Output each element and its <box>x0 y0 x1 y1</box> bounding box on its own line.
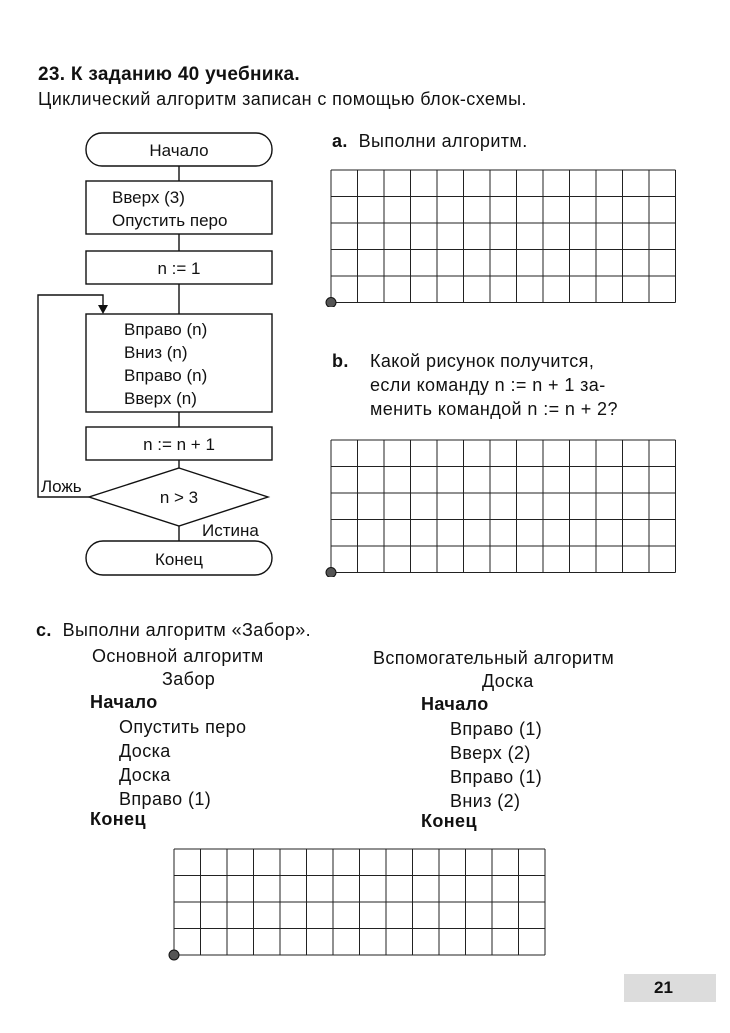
part-a-text: Выполни алгоритм. <box>358 131 528 151</box>
part-b-label: b. <box>332 351 349 371</box>
condition-label: n > 3 <box>159 488 199 507</box>
main-command: Доска <box>119 741 171 761</box>
part-b-line-1: Какой рисунок получится, <box>370 351 595 371</box>
main-command: Вправо (1) <box>119 789 212 809</box>
helper-command: Вниз (2) <box>450 791 521 811</box>
body-line-1: Вправо (n) <box>124 320 208 339</box>
start-point-dot <box>169 950 179 960</box>
body-line-4: Вверх (n) <box>124 389 197 408</box>
part-c <box>36 620 311 641</box>
part-b-text <box>370 349 618 421</box>
false-label: Ложь <box>41 477 82 496</box>
body-line-3: Вправо (n) <box>124 366 208 385</box>
helper-begin: Начало <box>421 694 489 714</box>
part-b-line-2: если команду n := n + 1 за- <box>370 375 606 395</box>
part-b <box>332 349 349 373</box>
main-command: Опустить перо <box>119 717 247 737</box>
page-number: 21 <box>654 978 673 997</box>
part-c-label: c. <box>36 620 52 640</box>
body-line-2: Вниз (n) <box>124 343 188 362</box>
main-command: Доска <box>119 765 171 785</box>
helper-command: Вправо (1) <box>450 719 543 739</box>
page-number-badge <box>624 974 716 1002</box>
helper-command: Вверх (2) <box>450 743 531 763</box>
helper-caption-2: Доска <box>482 671 534 691</box>
init-line-1: Вверх (3) <box>112 188 185 207</box>
task-intro: Циклический алгоритм записан с помощью блок-схемы. <box>38 89 527 109</box>
part-a-label: a. <box>332 131 348 151</box>
loop-arrowhead <box>98 305 108 314</box>
part-b-line-3: менить командой n := n + 2? <box>370 399 618 419</box>
assign-label: n := 1 <box>157 259 201 278</box>
end-label: Конец <box>155 550 203 569</box>
grid-b[interactable] <box>325 437 680 577</box>
start-label: Начало <box>149 141 209 160</box>
grid-a[interactable] <box>325 167 680 307</box>
grid-c[interactable] <box>168 846 548 961</box>
part-a <box>332 131 528 152</box>
main-end: Конец <box>90 809 146 829</box>
part-c-text: Выполни алгоритм «Забор». <box>62 620 312 640</box>
helper-caption-1: Вспомогательный алгоритм <box>373 648 615 668</box>
main-caption-2: Забор <box>162 669 216 689</box>
init-line-2: Опустить перо <box>112 211 228 230</box>
main-begin: Начало <box>90 692 158 712</box>
helper-command: Вправо (1) <box>450 767 543 787</box>
loop-back-line <box>38 295 103 497</box>
main-caption-1: Основной алгоритм <box>92 646 264 666</box>
helper-end: Конец <box>421 811 477 831</box>
main-commands <box>119 715 246 811</box>
start-point-dot <box>326 298 336 308</box>
true-label: Истина <box>202 521 259 540</box>
flowchart <box>0 125 300 585</box>
increment-label: n := n + 1 <box>143 435 215 454</box>
start-point-dot <box>326 568 336 578</box>
helper-commands <box>450 717 542 813</box>
task-header: 23. К заданию 40 учебника. <box>38 64 300 85</box>
